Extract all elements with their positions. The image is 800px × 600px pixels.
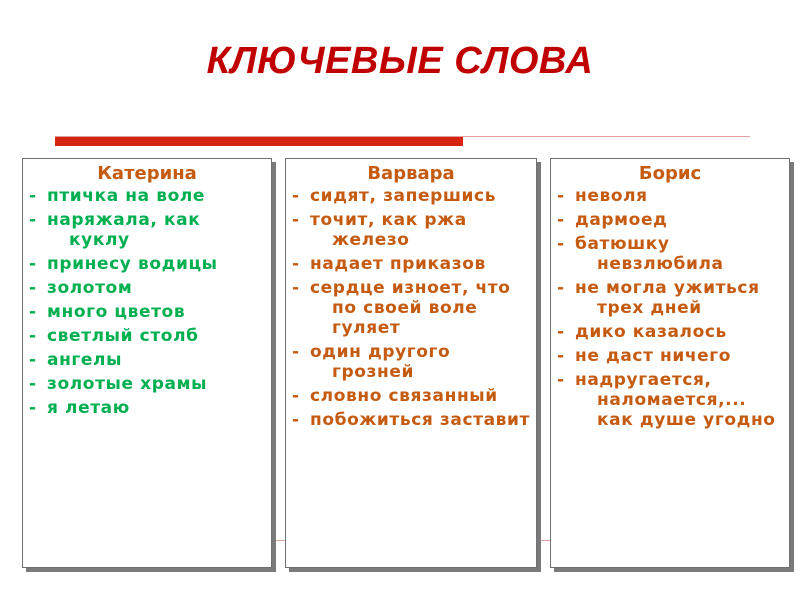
list-item-text: точит, как ржа железо bbox=[310, 210, 467, 250]
list-item bbox=[29, 278, 265, 298]
list-item-text: много цветов bbox=[47, 302, 186, 322]
column-heading: Борис bbox=[638, 163, 702, 184]
list-item-text: не даст ничего bbox=[575, 346, 732, 366]
list-item bbox=[292, 186, 530, 206]
list-item-text: батюшку невзлюбила bbox=[575, 234, 724, 274]
list-item-text: не могла ужиться трех дней bbox=[575, 278, 760, 318]
list-item-text: птичка на воле bbox=[47, 186, 206, 206]
list-item-text: побожиться заставит bbox=[310, 410, 530, 430]
list-item-text: я летаю bbox=[47, 398, 130, 418]
list-item bbox=[292, 278, 530, 338]
list-item bbox=[292, 386, 530, 406]
divider-bar bbox=[55, 137, 463, 146]
list-item-text: светлый столб bbox=[47, 326, 199, 346]
slide-title: КЛЮЧЕВЫЕ СЛОВА bbox=[206, 40, 594, 82]
column-heading: Варвара bbox=[367, 163, 455, 184]
list-item-text: словно связанный bbox=[310, 386, 498, 406]
list-item-text: один другого грозней bbox=[310, 342, 451, 382]
list-item bbox=[29, 350, 265, 370]
list-item-text: дармоед bbox=[575, 210, 668, 230]
list-item bbox=[557, 370, 783, 430]
list-item bbox=[29, 302, 265, 322]
list-item bbox=[292, 210, 530, 250]
list-item-text: наряжала, как куклу bbox=[47, 210, 201, 250]
list-item bbox=[292, 342, 530, 382]
keyword-list bbox=[292, 186, 530, 430]
list-item-text: надругается, наломается,... как душе угодно bbox=[575, 370, 776, 430]
list-item-text: неволя bbox=[575, 186, 648, 206]
list-item bbox=[29, 186, 265, 206]
column-varvara bbox=[285, 158, 537, 568]
list-item bbox=[292, 410, 530, 430]
list-item-text: принесу водицы bbox=[47, 254, 218, 274]
list-item-text: золотые храмы bbox=[47, 374, 208, 394]
list-item bbox=[557, 210, 783, 230]
list-item bbox=[29, 398, 265, 418]
list-item bbox=[29, 326, 265, 346]
column-heading: Катерина bbox=[97, 163, 197, 184]
list-item-text: дико казалось bbox=[575, 322, 727, 342]
list-item bbox=[557, 346, 783, 366]
list-item bbox=[29, 254, 265, 274]
list-item-text: ангелы bbox=[47, 350, 123, 370]
list-item-text: сердце изноет, что по своей воле гуляет bbox=[310, 278, 511, 338]
list-item bbox=[557, 278, 783, 318]
list-item bbox=[557, 322, 783, 342]
list-item bbox=[29, 210, 265, 250]
list-item-text: золотом bbox=[47, 278, 133, 298]
list-item bbox=[557, 234, 783, 274]
keyword-list bbox=[557, 186, 783, 430]
list-item bbox=[29, 374, 265, 394]
column-boris bbox=[550, 158, 790, 568]
keyword-list bbox=[29, 186, 265, 418]
list-item-text: надает приказов bbox=[310, 254, 486, 274]
list-item bbox=[557, 186, 783, 206]
list-item-text: сидят, запершись bbox=[310, 186, 497, 206]
list-item bbox=[292, 254, 530, 274]
column-katerina bbox=[22, 158, 272, 568]
